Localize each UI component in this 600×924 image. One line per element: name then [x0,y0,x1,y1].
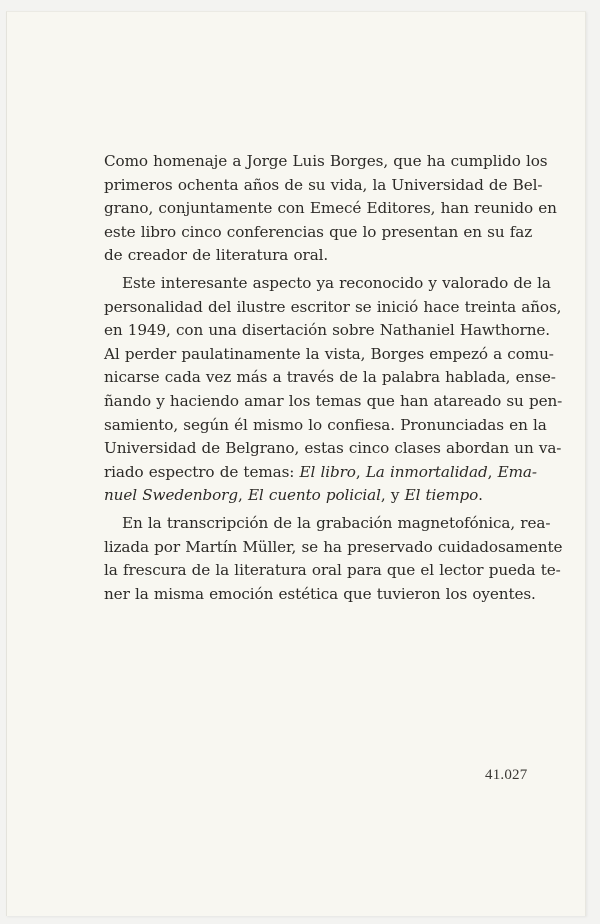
text-line: Al perder paulatinamente la vista, Borges empezó a comu- [104,344,554,363]
text-line-with-titles [104,461,537,485]
text-fragment: , [237,486,248,505]
lecture-title: El tiempo [404,486,479,505]
text-line: de creador de literatura oral. [104,246,329,265]
text-line: Este interesante aspecto ya reconocido y valorado de la [122,273,551,292]
text-line: Universidad de Belgrano, estas cinco clases abordan un va- [104,439,562,458]
text-line: grano, conjuntamente con Emecé Editores, han reunido en [104,199,557,218]
lecture-title: La inmortalidad [365,462,488,481]
lecture-title: nuel Swedenborg [104,486,238,505]
book-back-cover [6,11,586,916]
text-line: En la transcripción de la grabación magnetofónica, rea- [122,513,551,532]
text-line: primeros ochenta años de su vida, la Universidad de Bel- [104,175,543,194]
text-line: nicarse cada vez más a través de la palabra hablada, ense- [104,368,556,387]
text-fragment: , y [380,486,405,505]
text-fragment: , [487,462,498,481]
text-line: Como homenaje a Jorge Luis Borges, que ha cumplido los [104,152,548,170]
paragraph-3 [104,512,563,606]
text-line: este libro cinco conferencias que lo presentan en su faz [104,222,533,241]
text-line: ner la misma emoción estética que tuvieron los oyentes. [104,584,536,603]
lecture-title: El libro [299,462,356,481]
blurb-text [104,150,563,610]
text-line: en 1949, con una disertación sobre Nathaniel Hawthorne. [104,321,551,340]
paragraph-2 [104,272,563,508]
lecture-title: El cuento policial [247,486,381,505]
text-line-with-titles [104,484,530,508]
text-line: personalidad del ilustre escritor se inició hace treinta años, [104,297,562,316]
lecture-title: Ema- [497,462,537,481]
text-fragment: , [355,462,366,481]
text-fragment: riado espectro de temas: [104,462,300,481]
text-line: la frescura de la literatura oral para que el lector pueda te- [104,561,561,580]
catalog-number: 41.027 [485,767,528,783]
text-line: ñando y haciendo amar los temas que han atareado su pen- [104,391,563,410]
text-fragment: . [478,486,483,505]
text-line: samiento, según él mismo lo confiesa. Pronunciadas en la [104,415,547,434]
paragraph-1 [104,150,557,268]
text-line: lizada por Martín Müller, se ha preservado cuidadosamente [104,537,563,556]
